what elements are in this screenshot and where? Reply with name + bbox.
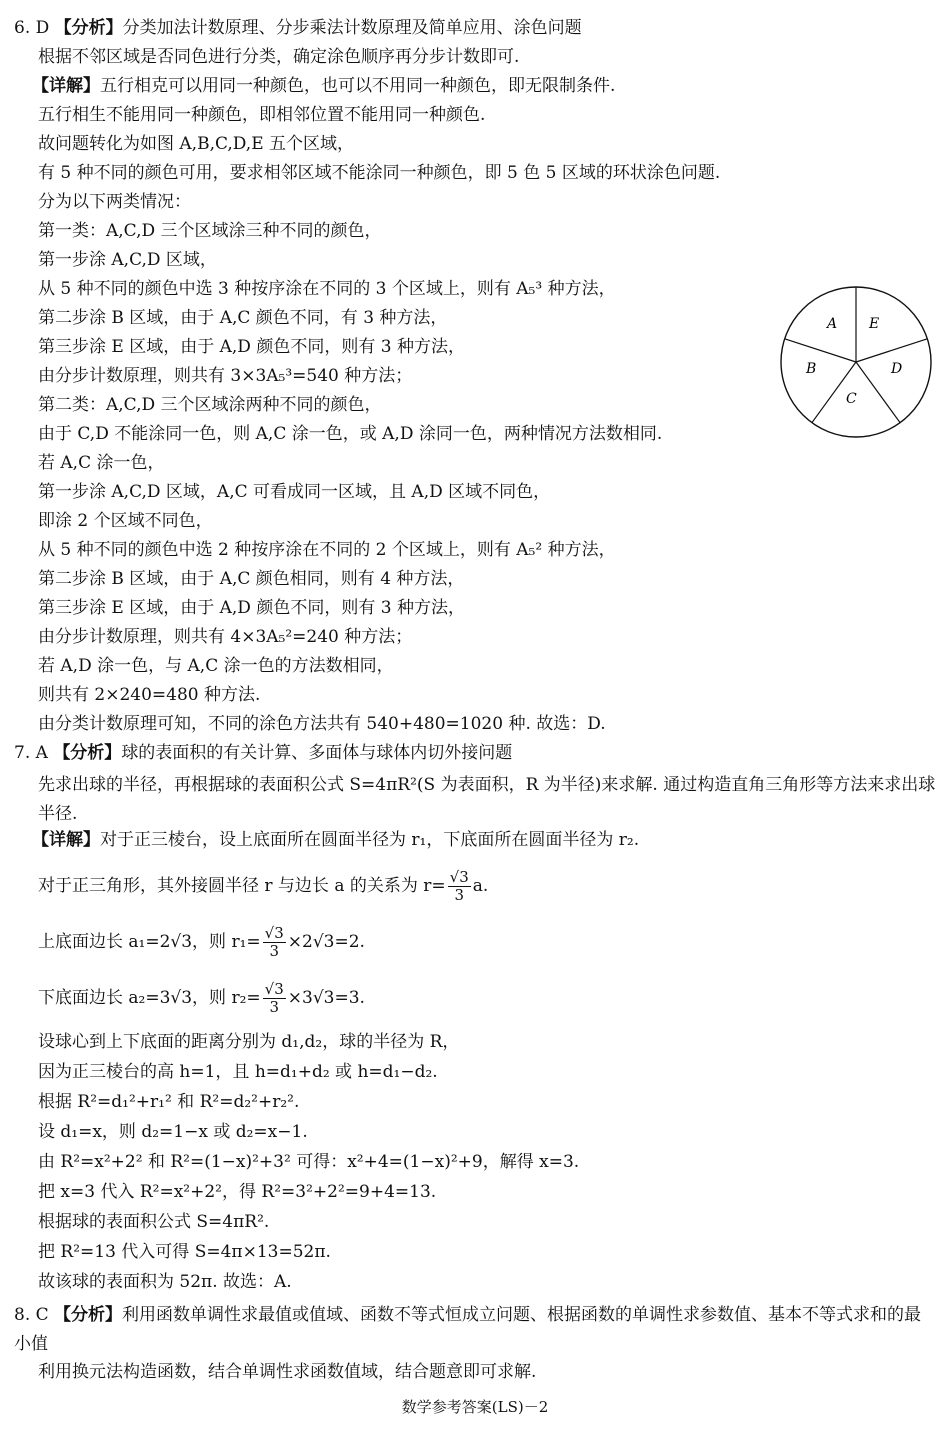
q7-line: 设 d₁=x，则 d₂=1−x 或 d₂=x−1.: [38, 1122, 308, 1142]
q7-formula-text: a.: [472, 876, 489, 896]
q7-line: 根据 R²=d₁²+r₁² 和 R²=d₂²+r₂².: [38, 1092, 300, 1112]
q7-topics: 球的表面积的有关计算、多面体与球体内切外接问题: [121, 743, 513, 763]
q6-line: 五行相克可以用同一种颜色，也可以不用同一种颜色，即无限制条件.: [100, 76, 616, 96]
q6-line: 第三步涂 E 区域，由于 A,D 颜色不同，则有 3 种方法，: [38, 598, 465, 618]
q8-intro: 利用换元法构造函数，结合单调性求函数值域，结合题意即可求解.: [38, 1362, 537, 1382]
q7-formula-line: [38, 922, 936, 962]
q6-line: 则共有 2×240=480 种方法.: [38, 685, 261, 705]
q6-line: 由分步计数原理，则共有 3×3A₅³=540 种方法；: [38, 366, 413, 386]
q7-detail-line: [32, 829, 936, 851]
q6-line: 第一步涂 A,C,D 区域，A,C 可看成同一区域，且 A,D 区域不同色，: [38, 482, 551, 502]
q8-topics: 利用函数单调性求最值或值域、函数不等式恒成立问题、根据函数的单调性求参数值、基本不等式求和的最小值: [14, 1305, 922, 1354]
q7-line: 对于正三棱台，设上底面所在圆面半径为 r₁，下底面所在圆面半径为 r₂.: [100, 830, 640, 850]
q7-formula-text: 对于正三角形，其外接圆半径 r 与边长 a 的关系为 r=: [38, 876, 446, 896]
q6-line: 第二类：A,C,D 三个区域涂两种不同的颜色，: [38, 395, 382, 415]
q7-line: 把 x=3 代入 R²=x²+2²，得 R²=3²+2²=9+4=13.: [38, 1182, 437, 1202]
region-label-b: B: [806, 361, 817, 377]
q6-line: 第一类：A,C,D 三个区域涂三种不同的颜色，: [38, 221, 382, 241]
q6-detail-line: [32, 75, 936, 97]
q6-line: 从 5 种不同的颜色中选 3 种按序涂在不同的 3 个区域上，则有 A₅³ 种方法，: [38, 279, 616, 299]
page-footer: 数学参考答案(LS)－2: [401, 1398, 549, 1416]
q7-line: 设球心到上下底面的距离分别为 d₁,d₂，球的半径为 R，: [38, 1032, 460, 1052]
q7-formula-text: ×2√3=2.: [287, 932, 365, 952]
q6-line: 分为以下两类情况：: [38, 192, 191, 212]
fraction-denominator: 3: [269, 998, 279, 1016]
fraction: [263, 981, 286, 1016]
q6-line: 第三步涂 E 区域，由于 A,D 颜色不同，则有 3 种方法，: [38, 337, 465, 357]
q6-intro: 根据不邻区域是否同色进行分类，确定涂色顺序再分步计数即可.: [38, 47, 520, 67]
q6-line: 即涂 2 个区域不同色，: [38, 511, 213, 531]
fraction-denominator: 3: [269, 942, 279, 960]
q6-answer: 6. D: [14, 18, 50, 38]
fraction: [263, 925, 286, 960]
analysis-tag: 【分析】: [53, 743, 122, 763]
q7-intro: 先求出球的半径，再根据球的表面积公式 S=4πR²(S 为表面积，R 为半径)来求解. 通过构造直角三角形等方法来求出球半径.: [38, 775, 936, 824]
q6-line: 第二步涂 B 区域，由于 A,C 颜色相同，则有 4 种方法，: [38, 569, 465, 589]
q6-line: 若 A,D 涂一色，与 A,C 涂一色的方法数相同，: [38, 656, 394, 676]
fraction-numerator: √3: [264, 980, 284, 998]
q6-line: 第二步涂 B 区域，由于 A,C 颜色不同，有 3 种方法，: [38, 308, 448, 328]
q7-line: 根据球的表面积公式 S=4πR².: [38, 1212, 270, 1232]
five-region-circle-diagram: [778, 284, 934, 440]
detail-tag: 【详解】: [32, 830, 100, 850]
q6-topics: 分类加法计数原理、分步乘法计数原理及简单应用、涂色问题: [122, 18, 582, 38]
q7-formula-line: [38, 978, 936, 1018]
q6-line: 有 5 种不同的颜色可用，要求相邻区域不能涂同一种颜色，即 5 色 5 区域的环状涂色问题.: [38, 163, 721, 183]
q7-formula-line: [38, 866, 936, 906]
analysis-tag: 【分析】: [54, 1305, 123, 1325]
diagram-divider: [785, 339, 856, 362]
q7-answer: 7. A: [14, 743, 48, 763]
q6-heading: [14, 17, 936, 39]
q7-formula-text: 下底面边长 a₂=3√3，则 r₂=: [38, 988, 261, 1008]
fraction-numerator: √3: [264, 924, 284, 942]
q6-line: 五行相生不能用同一种颜色，即相邻位置不能用同一种颜色.: [38, 105, 486, 125]
q7-heading: [14, 742, 936, 764]
detail-tag: 【详解】: [32, 76, 100, 96]
q7-line: 故该球的表面积为 52π. 故选：A.: [38, 1272, 292, 1292]
fraction-numerator: √3: [449, 868, 469, 886]
q8-heading: [14, 1301, 936, 1359]
region-label-a: A: [827, 316, 838, 332]
q7-formula-text: ×3√3=3.: [287, 988, 365, 1008]
q7-line: 把 R²=13 代入可得 S=4π×13=52π.: [38, 1242, 331, 1262]
q7-formula-text: 上底面边长 a₁=2√3，则 r₁=: [38, 932, 261, 952]
q7-line: 由 R²=x²+2² 和 R²=(1−x)²+3² 可得：x²+4=(1−x)²+9，解得 x=3.: [38, 1152, 580, 1172]
region-label-e: E: [869, 316, 880, 332]
fraction-denominator: 3: [454, 886, 464, 904]
q6-line: 若 A,C 涂一色，: [38, 453, 165, 473]
diagram-divider: [856, 339, 927, 362]
q8-answer: 8. C: [14, 1305, 49, 1325]
q6-line: 由分类计数原理可知，不同的涂色方法共有 540+480=1020 种. 故选：D.: [38, 714, 606, 734]
analysis-tag: 【分析】: [54, 18, 123, 38]
q6-line: 故问题转化为如图 A,B,C,D,E 五个区域，: [38, 134, 355, 154]
region-label-d: D: [891, 361, 903, 377]
q6-line: 由于 C,D 不能涂同一色，则 A,C 涂一色，或 A,D 涂同一色，两种情况方法数相同.: [38, 424, 663, 444]
q7-line: 因为正三棱台的高 h=1，且 h=d₁+d₂ 或 h=d₁−d₂.: [38, 1062, 438, 1082]
q6-line: 由分步计数原理，则共有 4×3A₅²=240 种方法；: [38, 627, 413, 647]
q6-line: 从 5 种不同的颜色中选 2 种按序涂在不同的 2 个区域上，则有 A₅² 种方法，: [38, 540, 616, 560]
region-label-c: C: [846, 391, 857, 407]
fraction: [448, 869, 471, 904]
q6-line: 第一步涂 A,C,D 区域，: [38, 250, 217, 270]
